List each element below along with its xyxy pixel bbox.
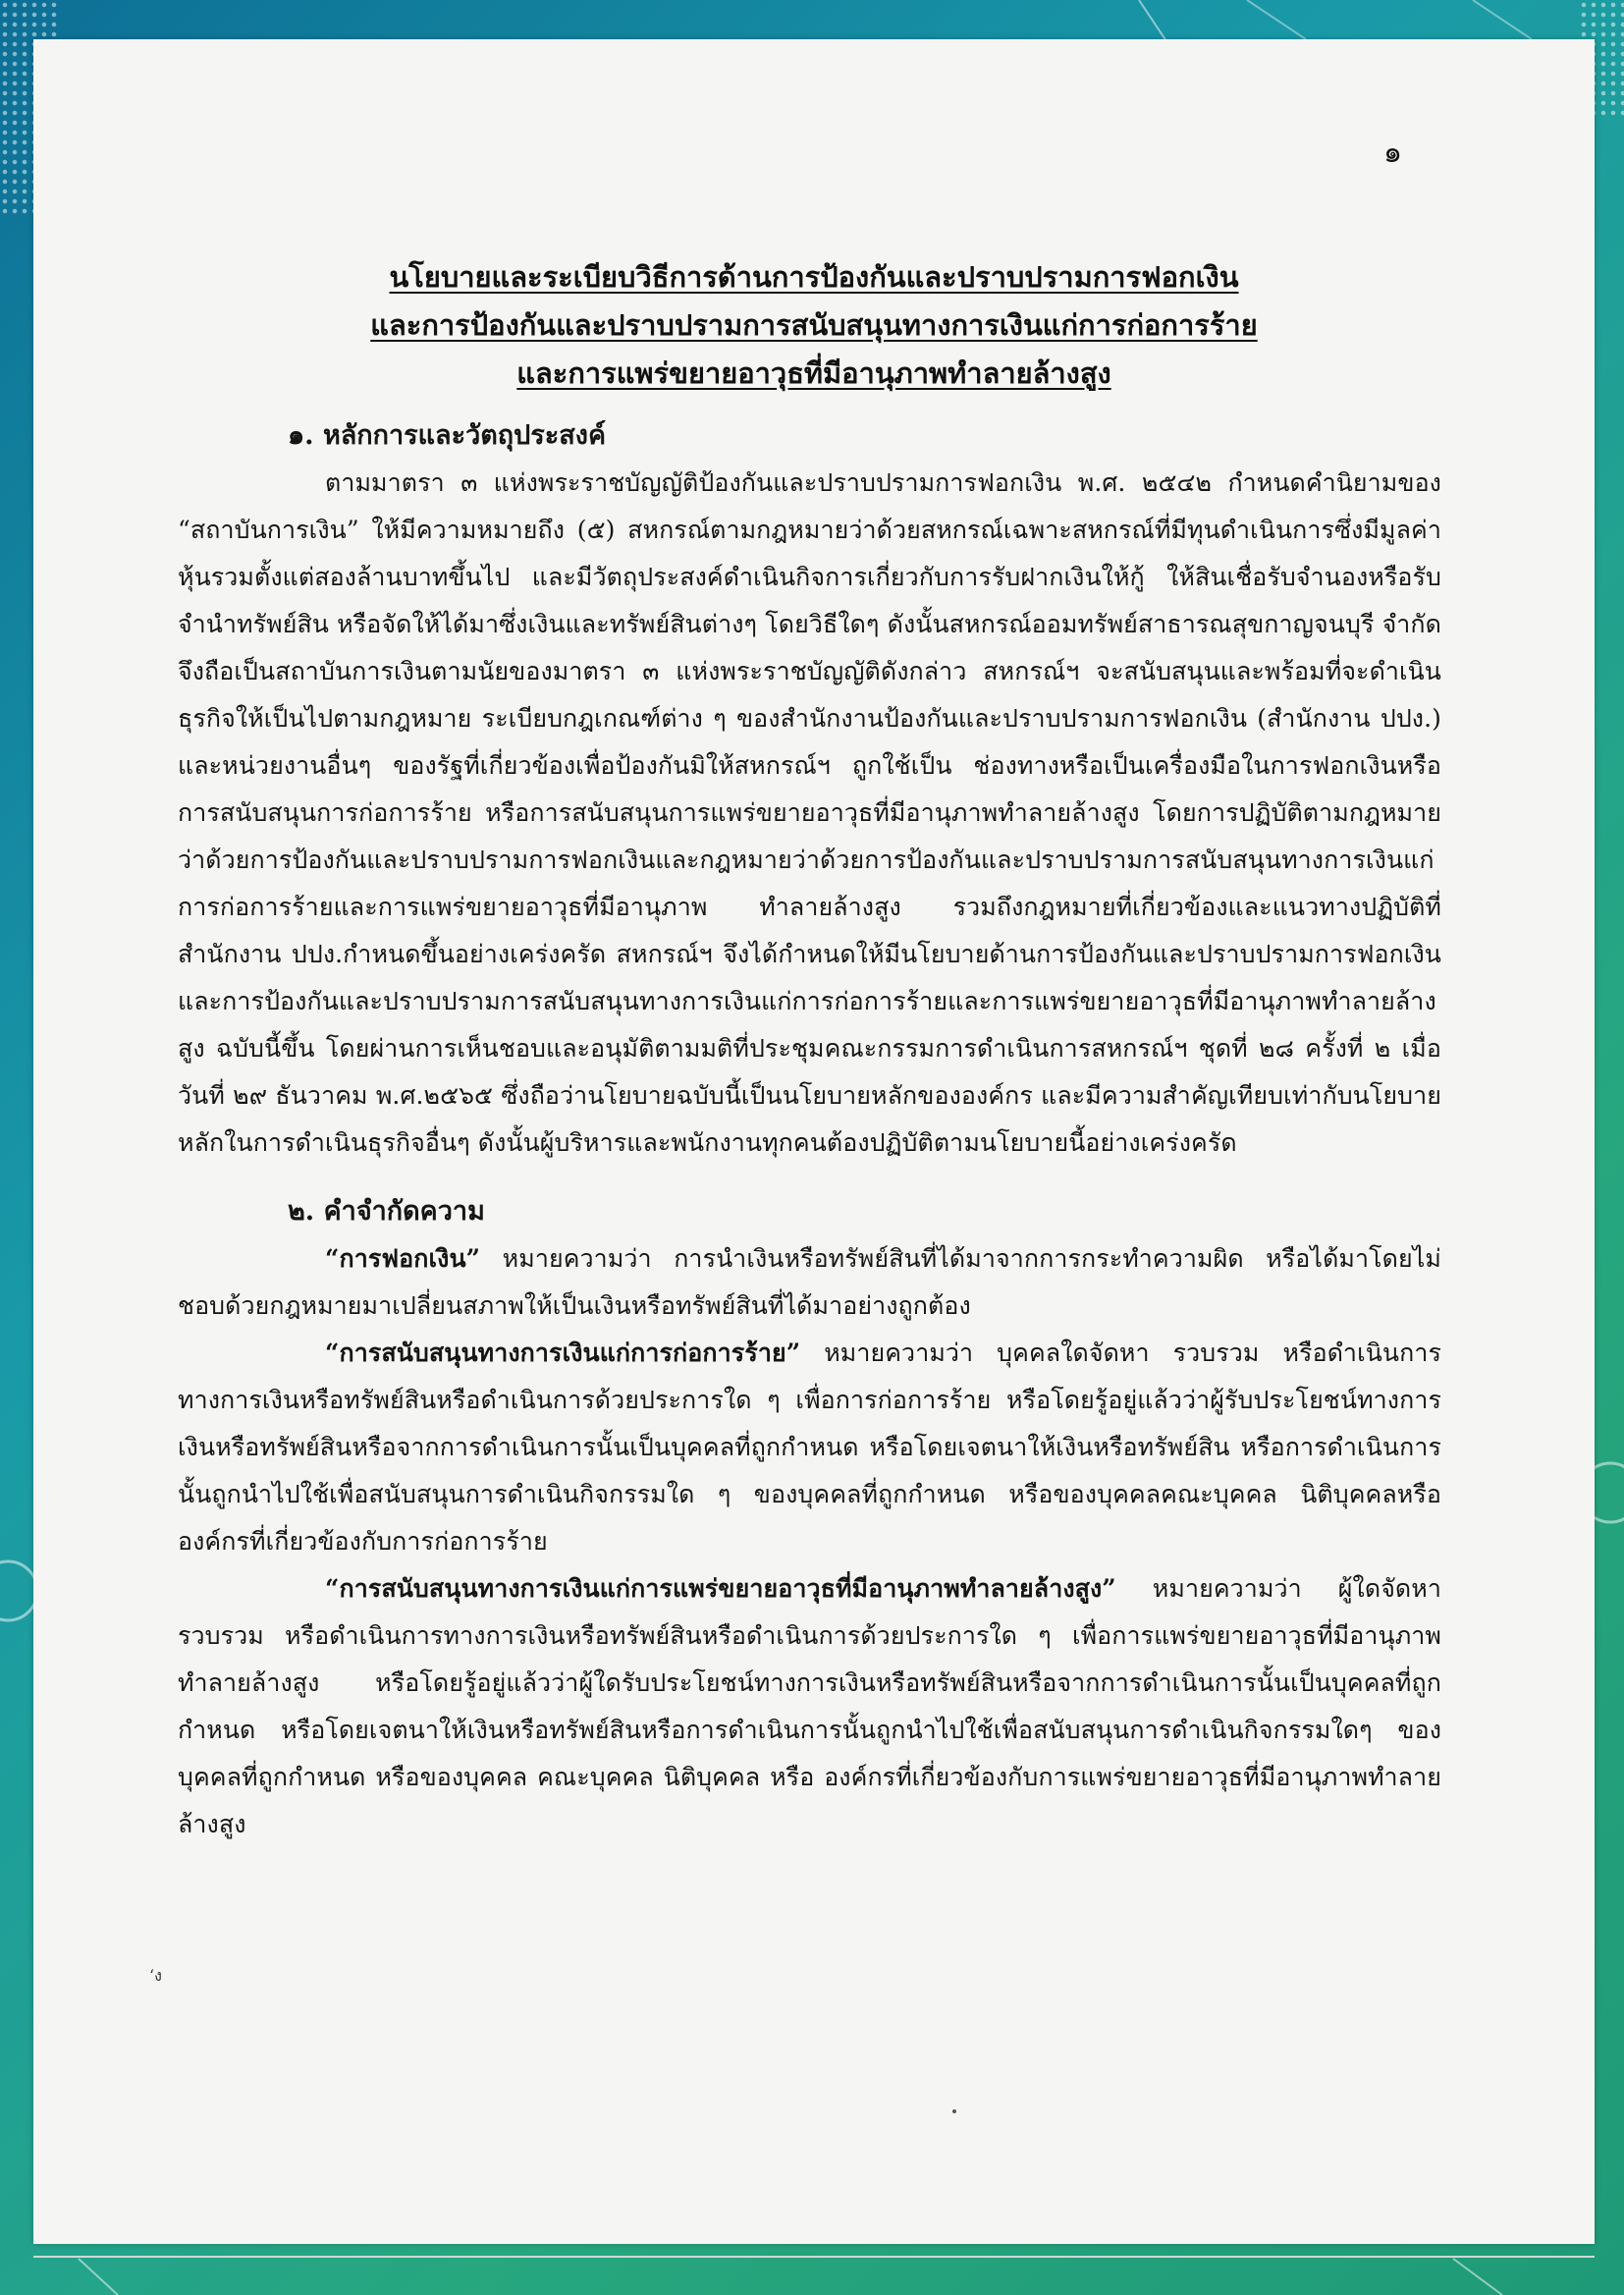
title-line: และการแพร่ขยายอาวุธที่มีอานุภาพทำลายล้างสูง xyxy=(516,356,1111,390)
definition-paragraph xyxy=(178,1235,1441,1330)
definition-paragraph xyxy=(178,1330,1441,1565)
definition-term: “การสนับสนุนทางการเงินแก่การแพร่ขยายอาวุธที่มีอานุภาพทำลายล้างสูง” xyxy=(325,1574,1116,1603)
definition-paragraph xyxy=(178,1565,1441,1848)
title-line: นโยบายและระเบียบวิธีการด้านการป้องกันและปราบปรามการฟอกเงิน xyxy=(389,260,1239,294)
definition-term: “การสนับสนุนทางการเงินแก่การก่อการร้าย” xyxy=(325,1339,801,1367)
section-heading-definitions: ๒. คำจำกัดความ xyxy=(288,1196,485,1227)
title-line: และการป้องกันและปราบปรามการสนับสนุนทางการเงินแก่การก่อการร้าย xyxy=(370,308,1258,342)
document-title xyxy=(33,253,1595,398)
section-heading-principles: ๑. หลักการและวัตถุประสงค์ xyxy=(288,420,606,451)
document-page xyxy=(33,39,1595,2244)
page-bottom-rule xyxy=(33,2256,1595,2258)
definition-text: หมายความว่า บุคคลใดจัดหา รวบรวม หรือดำเนินการทางการเงินหรือทรัพย์สินหรือดำเนินการด้วยประการใด ๆ เพื่อการก่อการร้าย หรือโดยรู้อยู่แล้วว่าผู้รับประโยชน์ทางการเงินหรือทรัพย์สินหรือจากการดำเนินการนั้นเป็นบุคคลที่ถูกกำหนด หรือโดยเจตนาให้เงินหรือทรัพย์สิน หรือการดำเนินการนั้นถูกนำไปใช้เพื่อสนับสนุนการดำเนินกิจกรรมใด ๆ ของบุคคลที่ถูกกำหนด หรือของบุคคลคณะบุคคล นิติบุคคลหรือองค์กรที่เกี่ยวข้องกับการก่อการร้าย xyxy=(178,1339,1441,1556)
definition-term: “การฟอกเงิน” xyxy=(325,1244,481,1273)
definition-text: หมายความว่า ผู้ใดจัดหารวบรวม หรือดำเนินการทางการเงินหรือทรัพย์สินหรือดำเนินการด้วยประการใด ๆ เพื่อการแพร่ขยายอาวุธที่มีอานุภาพทำลายล้างสูง หรือโดยรู้อยู่แล้วว่าผู้ใดรับประโยชน์ทางการเงินหรือทรัพย์สินหรือจากการดำเนินการนั้นเป็นบุคคลที่ถูกกำหนด หรือโดยเจตนาให้เงินหรือทรัพย์สินหรือการดำเนินการนั้นถูกนำไปใช้เพื่อสนับสนุนการดำเนินกิจกรรมใดๆ ของบุคคลที่ถูกกำหนด หรือของบุคคล คณะบุคคล นิติบุคคล หรือ องค์กรที่เกี่ยวข้องกับการแพร่ขยายอาวุธที่มีอานุภาพทำลายล้างสูง xyxy=(178,1574,1441,1838)
section-paragraph-principles: ตามมาตรา ๓ แห่งพระราชบัญญัติป้องกันและปราบปรามการฟอกเงิน พ.ศ. ๒๕๔๒ กำหนดคำนิยามของ “สถาบันการเงิน” ให้มีความหมายถึง (๕) สหกรณ์ตามกฎหมายว่าด้วยสหกรณ์เฉพาะสหกรณ์ที่มีทุนดำเนินการซึ่งมีมูลค่าหุ้นรวมตั้งแต่สองล้านบาทขึ้นไป และมีวัตถุประสงค์ดำเนินกิจการเกี่ยวกับการรับฝากเงินให้กู้ ให้สินเชื่อรับจำนองหรือรับจำนำทรัพย์สิน หรือจัดให้ได้มาซึ่งเงินและทรัพย์สินต่างๆ โดยวิธีใดๆ ดังนั้นสหกรณ์ออมทรัพย์สาธารณสุขกาญจนบุรี จำกัด จึงถือเป็นสถาบันการเงินตามนัยของมาตรา ๓ แห่งพระราชบัญญัติดังกล่าว สหกรณ์ฯ จะสนับสนุนและพร้อมที่จะดำเนินธุรกิจให้เป็นไปตามกฎหมาย ระเบียบกฎเกณฑ์ต่าง ๆ ของสำนักงานป้องกันและปราบปรามการฟอกเงิน (สำนักงาน ปปง.) และหน่วยงานอื่นๆ ของรัฐที่เกี่ยวข้องเพื่อป้องกันมิให้สหกรณ์ฯ ถูกใช้เป็น ช่องทางหรือเป็นเครื่องมือในการฟอกเงินหรือการสนับสนุนการก่อการร้าย หรือการสนับสนุนการแพร่ขยายอาวุธที่มีอานุภาพทำลายล้างสูง โดยการปฏิบัติตามกฎหมายว่าด้วยการป้องกันและปราบปรามการฟอกเงินและกฎหมายว่าด้วยการป้องกันและปราบปรามการสนับสนุนทางการเงินแก่การก่อการร้ายและการแพร่ขยายอาวุธที่มีอานุภาพ ทำลายล้างสูง รวมถึงกฎหมายที่เกี่ยวข้องและแนวทางปฏิบัติที่สำนักงาน ปปง.กำหนดขึ้นอย่างเคร่งครัด สหกรณ์ฯ จึงได้กำหนดให้มีนโยบายด้านการป้องกันและปราบปรามการฟอกเงิน และการป้องกันและปราบปรามการสนับสนุนทางการเงินแก่การก่อการร้ายและการแพร่ขยายอาวุธที่มีอานุภาพทำลายล้างสูง ฉบับนี้ขึ้น โดยผ่านการเห็นชอบและอนุมัติตามมติที่ประชุมคณะกรรมการดำเนินการสหกรณ์ฯ ชุดที่ ๒๘ ครั้งที่ ๒ เมื่อวันที่ ๒๙ ธันวาคม พ.ศ.๒๕๖๕ ซึ่งถือว่านโยบายฉบับนี้เป็นนโยบายหลักขององค์กร และมีความสำคัญเทียบเท่ากับนโยบายหลักในการดำเนินธุรกิจอื่นๆ ดังนั้นผู้บริหารและพนักงานทุกคนต้องปฏิบัติตามนโยบายนี้อย่างเคร่งครัด xyxy=(178,468,1442,1157)
document-body xyxy=(178,412,1441,1848)
definition-text: หมายความว่า การนำเงินหรือทรัพย์สินที่ได้มาจากการกระทำความผิด หรือได้มาโดยไม่ชอบด้วยกฎหมายมาเปลี่ยนสภาพให้เป็นเงินหรือทรัพย์สินที่ได้มาอย่างถูกต้อง xyxy=(178,1244,1441,1320)
margin-mark: ‘ง xyxy=(149,1966,162,1985)
scan-dot xyxy=(952,2109,956,2113)
page-number: ๑ xyxy=(1382,136,1402,170)
